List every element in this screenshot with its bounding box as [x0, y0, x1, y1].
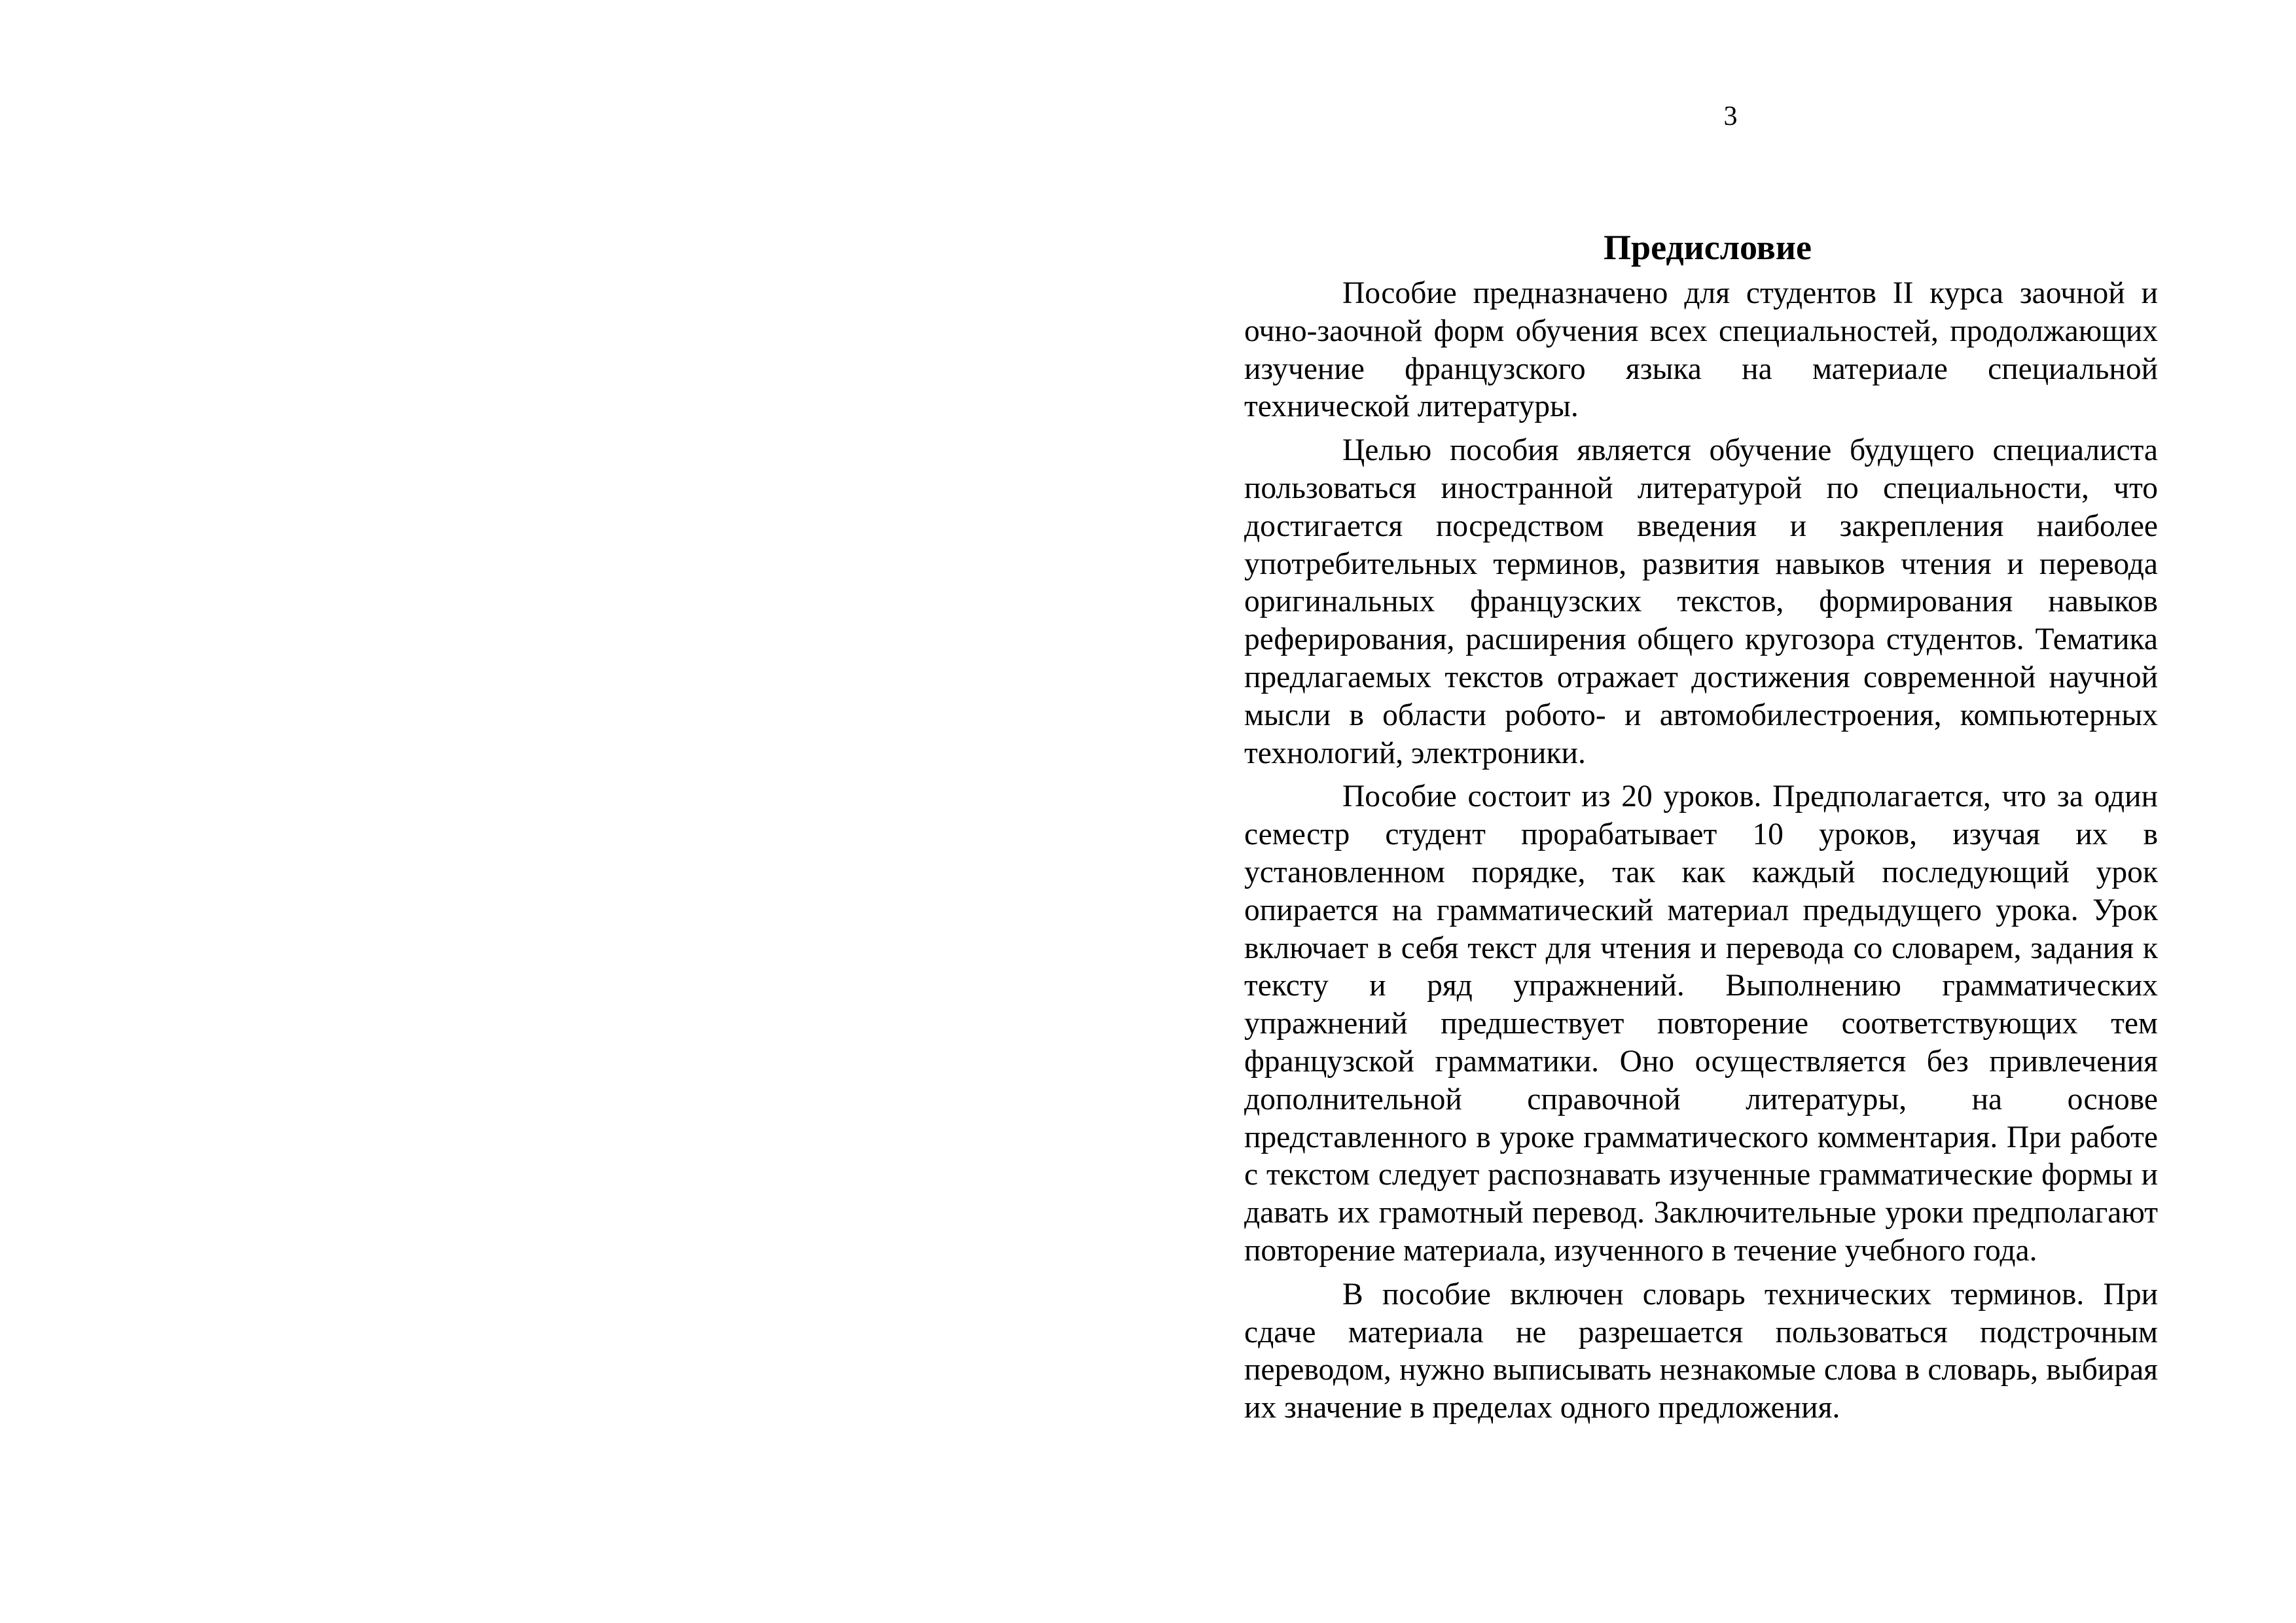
page-number: 3 [1723, 101, 1738, 132]
right-page [1148, 0, 2296, 1623]
preface-content [1244, 223, 2158, 1433]
preface-paragraph-1: Пособие предназначено для студентов II курса заочной и очно-заочной форм обучения всех специальностей, продолжающих изучение французского языка на материале специальной технической литературы. [1244, 276, 2158, 424]
preface-paragraph-2: Целью пособия является обучение будущего специалиста пользоваться иностранной литературой по специальности, что достигается посредством введения и закрепления наиболее употребительных терминов, развития навыков чтения и перевода оригинальных французских текстов, формирования навыков реферирования, расширения общего кругозора студентов. Тематика предлагаемых текстов отражает достижения современной научной мысли в области робото- и автомобилестроения, компьютерных технологий, электроники. [1244, 433, 2158, 770]
preface-title: Предисловие [1604, 228, 1812, 267]
preface-paragraph-4: В пособие включен словарь технических терминов. При сдаче материала не разрешается пользоваться подстрочным переводом, нужно выписывать незнакомые слова в словарь, выбирая их значение в пределах одного предложения. [1244, 1277, 2158, 1425]
preface-paragraph-3: Пособие состоит из 20 уроков. Предполагается, что за один семестр студент прорабатывает 10 уроков, изучая их в установленном порядке, так как каждый последующий урок опирается на грамматический материал предыдущего урока. Урок включает в себя текст для чтения и перевода со словарем, задания к тексту и ряд упражнений. Выполнению грамматических упражнений предшествует повторение соответствующих тем французской грамматики. Оно осуществляется без привлечения дополнительной справочной литературы, на основе представленного в уроке грамматического комментария. При работе с текстом следует распознавать изученные грамматические формы и давать их грамотный перевод. Заключительные уроки предполагают повторение материала, изученного в течение учебного года. [1244, 779, 2158, 1268]
